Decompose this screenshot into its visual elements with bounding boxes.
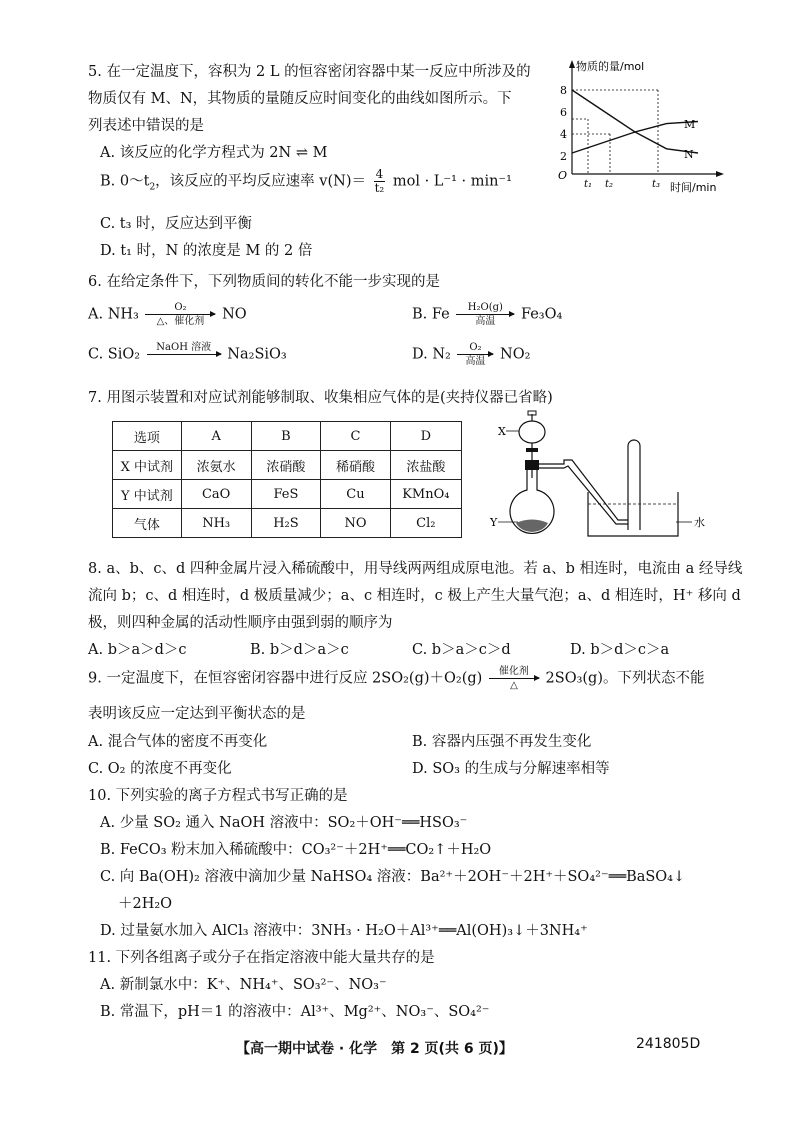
delivery-tube (539, 460, 628, 520)
table-cell: C (321, 422, 390, 451)
q9-option-a: A. 混合气体的密度不再变化 (88, 734, 268, 750)
table-cell: 选项 (113, 422, 182, 451)
test-tube (628, 440, 640, 530)
graph-xlabel: 时间/min (670, 181, 717, 194)
q5-b-middle: ，该反应的平均反应速率 v(N)＝ (155, 173, 366, 190)
graph-xtick-t1: t₁ (584, 179, 593, 190)
q9-equilibrium-arrow (489, 666, 539, 691)
q9-pre: 9. 一定温度下，在恒容密闭容器中进行反应 2SO₂(g)＋O₂(g) (88, 670, 483, 687)
q6-c-bot (147, 356, 221, 367)
q6-d-pre: D. N₂ (412, 346, 451, 363)
q9-bot: △ (510, 680, 518, 691)
table-cell: A (181, 422, 251, 451)
label-y: Y (490, 516, 498, 529)
graph-ylabel: 物质的量/mol (576, 60, 645, 73)
q8-option-d: D. b＞d＞c＞a (570, 642, 670, 658)
table-cell: 气体 (113, 509, 182, 538)
q10-stem: 10. 下列实验的离子方程式书写正确的是 (88, 788, 348, 804)
q6-stem: 6. 在给定条件下，下列物质间的转化不能一步实现的是 (88, 274, 440, 290)
q5-line1: 5. 在一定温度下，容积为 2 L 的恒容密闭容器中某一反应中所涉及的 (88, 64, 531, 80)
q5-option-d: D. t₁ 时，N 的浓度是 M 的 2 倍 (100, 243, 313, 259)
q6-a-top: O₂ (174, 302, 187, 313)
q6-option-c (88, 342, 287, 367)
table-row (113, 451, 462, 480)
q6-c-arrow (147, 342, 221, 367)
table-cell: KMnO₄ (390, 480, 461, 509)
label-x: X (498, 425, 506, 438)
table-cell: 稀硝酸 (321, 451, 390, 480)
q6-a-bot: △、催化剂 (156, 316, 205, 327)
q8-line3: 极，则四种金属的活动性顺序由强到弱的顺序为 (88, 615, 393, 631)
graph-y-arrow (569, 60, 575, 68)
q10-option-b: B. FeCO₃ 粉末加入稀硫酸中：CO₃²⁻＋2H⁺══CO₂↑＋H₂O (100, 842, 492, 858)
graph-xtick-t3: t₃ (652, 179, 661, 190)
q9-option-d: D. SO₃ 的生成与分解速率相等 (412, 761, 610, 777)
q8-option-a: A. b＞a＞d＞c (88, 642, 187, 658)
q6-c-post: Na₂SiO₃ (227, 346, 287, 363)
table-cell: 浓氨水 (181, 451, 251, 480)
q9-option-b: B. 容器内压强不再发生变化 (412, 734, 592, 750)
q6-option-b (412, 302, 562, 327)
table-cell: H₂S (251, 509, 321, 538)
q11-option-b: B. 常温下，pH＝1 的溶液中：Al³⁺、Mg²⁺、NO₃⁻、SO₄²⁻ (100, 1004, 490, 1020)
q5-graph (548, 56, 728, 196)
stopcock (526, 448, 538, 452)
table-cell: NO (321, 509, 390, 538)
graph-xtick-t2: t₂ (605, 179, 614, 190)
table-cell: NH₃ (181, 509, 251, 538)
table-cell: Cu (321, 480, 390, 509)
q6-option-a (88, 302, 247, 327)
q10-option-a: A. 少量 SO₂ 通入 NaOH 溶液中：SO₂＋OH⁻══HSO₃⁻ (100, 815, 468, 831)
table-row (113, 509, 462, 538)
q5-b-fraction (374, 168, 386, 195)
q6-d-top: O₂ (469, 342, 482, 353)
q10-option-d: D. 过量氨水加入 AlCl₃ 溶液中：3NH₃ · H₂O＋Al³⁺══Al(OH)₃↓＋3NH₄⁺ (100, 923, 588, 939)
q6-b-arrow (456, 302, 514, 327)
q6-d-bot: 高温 (465, 356, 486, 367)
q5-b-unit: mol · L⁻¹ · min⁻¹ (392, 173, 512, 190)
series-label-m: M (684, 118, 696, 131)
q8-line1: 8. a、b、c、d 四种金属片浸入稀硫酸中，用导线两两组成原电池。若 a、b 相连时，电流由 a 经导线 (88, 561, 743, 577)
graph-origin: O (558, 169, 568, 182)
q5-option-b: B. $0\sim t_2$，该反应的平均反应速率 v(N)＝ $\frac{4}{\text{t₂}}$ mol · L⁻¹ · min⁻¹ (100, 167, 512, 195)
funnel-bulb (519, 421, 545, 443)
q6-d-post: NO₂ (500, 346, 531, 363)
q10-option-c1: C. 向 Ba(OH)₂ 溶液中滴加少量 NaHSO₄ 溶液：Ba²⁺＋2OH⁻＋2H⁺＋SO₄²⁻══BaSO₄↓ (100, 869, 686, 885)
q9-post: 2SO₃(g)。下列状态不能 (545, 670, 705, 687)
q6-a-post: NO (222, 306, 247, 323)
q9-line2: 表明该反应一定达到平衡状态的是 (88, 706, 306, 722)
q6-b-pre: B. Fe (412, 306, 450, 323)
q7-stem: 7. 用图示装置和对应试剂能够制取、收集相应气体的是(夹持仪器已省略) (88, 390, 553, 406)
q8-option-c: C. b＞a＞c＞d (412, 642, 511, 658)
series-label-n: N (684, 148, 694, 161)
q5-line2: 物质仅有 M、N，其物质的量随反应时间变化的曲线如图所示。下 (88, 91, 512, 107)
table-cell: 浓硝酸 (251, 451, 321, 480)
graph-x-arrow (716, 171, 724, 177)
q11-stem: 11. 下列各组离子或分子在指定溶液中能大量共存的是 (88, 950, 435, 966)
q11-option-a: A. 新制氯水中：K⁺、NH₄⁺、SO₃²⁻、NO₃⁻ (100, 977, 387, 993)
table-cell: Y 中试剂 (113, 480, 182, 509)
q6-c-pre: C. SiO₂ (88, 346, 141, 363)
graph-ytick-2: 2 (560, 150, 567, 163)
table-row (113, 480, 462, 509)
q6-c-top: NaOH 溶液 (156, 342, 212, 353)
q5-b-frac-num: 4 (375, 167, 384, 181)
table-cell: Cl₂ (390, 509, 461, 538)
q5-b-frac-den: t₂ (374, 181, 385, 195)
q5-line3: 列表述中错误的是 (88, 118, 204, 134)
q6-a-pre: A. NH₃ (88, 306, 139, 323)
q6-b-bot: 高温 (475, 316, 496, 327)
q9-line1 (88, 666, 705, 691)
curve-m (572, 122, 698, 154)
q7-apparatus (488, 410, 718, 545)
q7-table (112, 421, 462, 538)
q6-option-d (412, 342, 530, 367)
label-water: 水 (694, 516, 705, 529)
q6-d-arrow (457, 342, 493, 367)
q6-a-arrow (145, 302, 215, 327)
table-cell: FeS (251, 480, 321, 509)
graph-ytick-4: 4 (560, 128, 567, 141)
q9-top: 催化剂 (498, 666, 529, 677)
table-cell: CaO (181, 480, 251, 509)
table-cell: B (251, 422, 321, 451)
footer-code: 241805D (636, 1036, 701, 1052)
q6-b-top: H₂O(g) (467, 302, 503, 313)
q8-line2: 流向 b；c、d 相连时，d 极质量减少；a、c 相连时，c 极上产生大量气泡；a、d 相连时，H⁺ 移向 d (88, 588, 741, 604)
q8-option-b: B. b＞d＞a＞c (250, 642, 349, 658)
table-cell: D (390, 422, 461, 451)
q5-option-a: A. 该反应的化学方程式为 2N ⇌ M (100, 145, 328, 161)
footer-title: 【高一期中试卷 · 化学 第 2 页(共 6 页)】 (236, 1041, 513, 1057)
table-cell: X 中试剂 (113, 451, 182, 480)
graph-ytick-6: 6 (560, 106, 567, 119)
q5-option-c: C. t₃ 时，反应达到平衡 (100, 216, 253, 232)
table-row (113, 422, 462, 451)
table-cell: 浓盐酸 (390, 451, 461, 480)
q5-b-prefix: B. 0～t (100, 173, 150, 190)
q10-option-c2: ＋2H₂O (118, 896, 173, 912)
curve-n (572, 90, 698, 153)
q6-b-post: Fe₃O₄ (520, 306, 563, 323)
graph-ytick-8: 8 (560, 84, 567, 97)
q9-option-c: C. O₂ 的浓度不再变化 (88, 761, 232, 777)
